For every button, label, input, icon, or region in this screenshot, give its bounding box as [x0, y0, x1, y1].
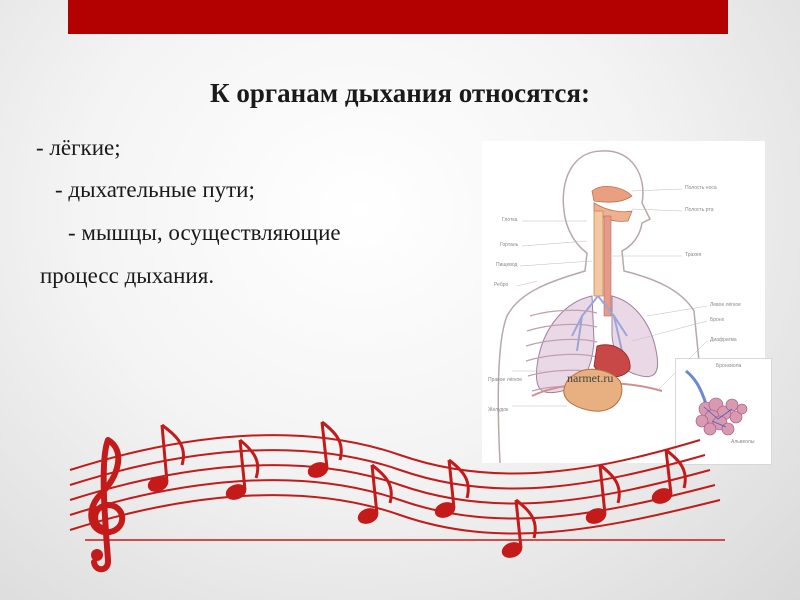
- watermark: narmet.ru: [567, 371, 614, 385]
- treble-clef-icon: [91, 440, 122, 569]
- diagram-label: Ребро: [494, 282, 509, 288]
- diagram-label: Правое лёгкое: [488, 377, 523, 383]
- list-item-muscles-cont: процесс дыхания.: [40, 263, 215, 288]
- diagram-label: Глотка: [502, 217, 518, 223]
- list-item-muscles: - мышцы, осуществляющие: [68, 220, 341, 245]
- diagram-label: Полость носа: [685, 185, 717, 191]
- diagram-label: Левое лёгкое: [710, 302, 741, 308]
- list-item-airways: - дыхательные пути;: [55, 177, 255, 202]
- inset-label: Бронхиола: [716, 363, 742, 369]
- top-accent-bar: [68, 0, 728, 34]
- diagram-label: Трахея: [685, 252, 702, 258]
- diagram-label: Гортань: [500, 242, 519, 248]
- diagram-label: Полость рта: [685, 207, 714, 213]
- diagram-label: Желудок: [488, 407, 509, 413]
- list-item-lungs: - лёгкие;: [36, 135, 121, 160]
- inset-label: Альвеолы: [731, 439, 755, 445]
- diagram-label: Бронх: [710, 317, 725, 323]
- diagram-label: Пищевод: [496, 262, 518, 268]
- slide-title: К органам дыхания относятся:: [210, 78, 590, 108]
- music-staff: [0, 400, 800, 580]
- diagram-label: Диафрагма: [710, 337, 737, 343]
